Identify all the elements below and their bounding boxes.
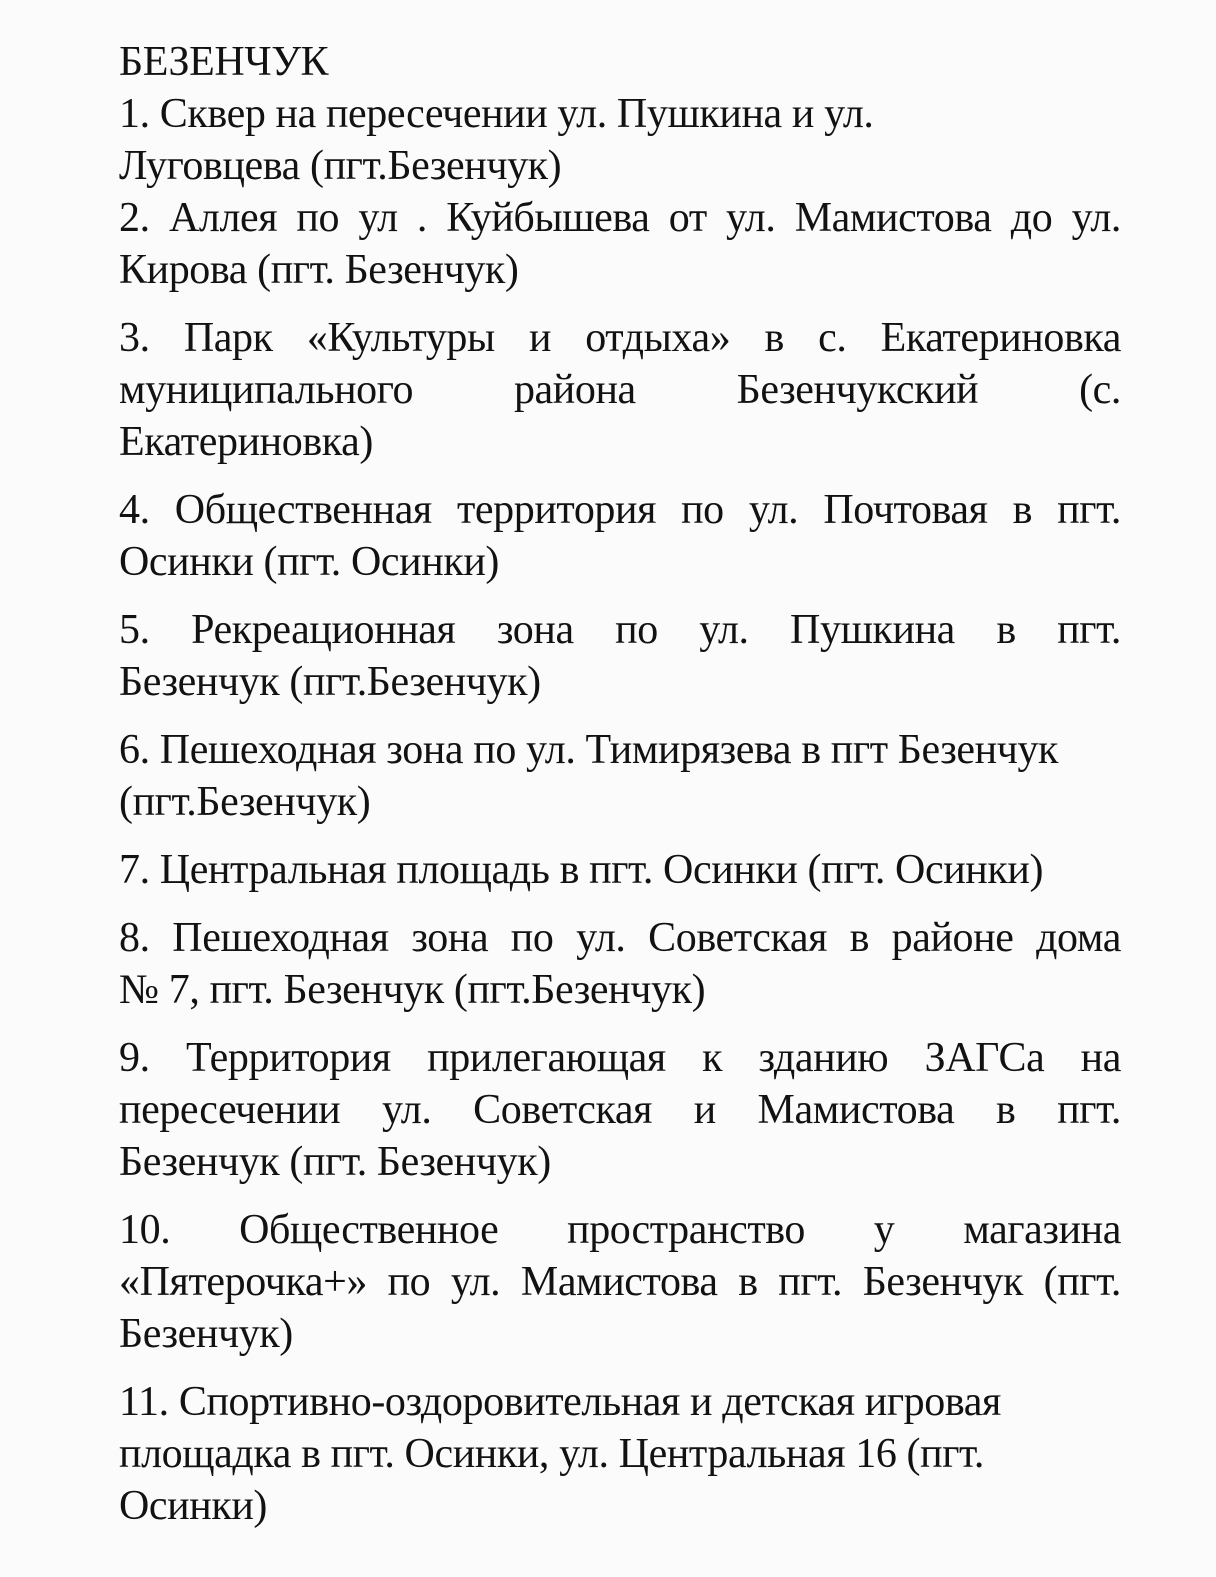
text-line: Луговцева (пгт.Безенчук) <box>119 143 562 189</box>
text-line: Кирова (пгт. Безенчук) <box>119 247 519 293</box>
text-line: «Пятерочка+» по ул. Мамистова в пгт. Безенчук (пгт. <box>119 1259 1121 1305</box>
list-item-10 <box>119 1204 1121 1360</box>
text-line: № 7, пгт. Безенчук (пгт.Безенчук) <box>119 967 706 1013</box>
text-line: 8. Пешеходная зона по ул. Советская в районе дома <box>119 915 1121 961</box>
list-item-11 <box>119 1376 1121 1532</box>
text-line: 10. Общественное пространство у магазина <box>119 1207 1121 1253</box>
text-line: 6. Пешеходная зона по ул. Тимирязева в пгт Безенчук <box>119 727 1059 773</box>
text-line: 7. Центральная площадь в пгт. Осинки (пгт. Осинки) <box>119 847 1044 893</box>
list-item-7 <box>119 844 1121 896</box>
list-item-1 <box>119 88 1121 192</box>
text-line: 4. Общественная территория по ул. Почтовая в пгт. <box>119 487 1121 533</box>
text-line: (пгт.Безенчук) <box>119 779 371 825</box>
text-line: площадка в пгт. Осинки, ул. Центральная 16 (пгт. <box>119 1431 984 1477</box>
location-list <box>119 88 1121 1532</box>
text-line: 2. Аллея по ул . Куйбышева от ул. Мамистова до ул. <box>119 195 1121 241</box>
text-line: 9. Территория прилегающая к зданию ЗАГСа на <box>119 1035 1121 1081</box>
text-line: 11. Спортивно-оздоровительная и детская игровая <box>119 1379 1001 1425</box>
text-line: 3. Парк «Культуры и отдыха» в с. Екатериновка <box>119 315 1121 361</box>
text-line: 1. Сквер на пересечении ул. Пушкина и ул. <box>119 91 874 137</box>
text-line: Екатериновка) <box>119 419 373 465</box>
text-line: 5. Рекреационная зона по ул. Пушкина в пгт. <box>119 607 1121 653</box>
list-item-8 <box>119 912 1121 1016</box>
text-line: Осинки) <box>119 1483 267 1529</box>
text-line: Безенчук) <box>119 1311 293 1357</box>
list-item-5 <box>119 604 1121 708</box>
text-line: муниципального района Безенчукский (с. <box>119 367 1121 413</box>
text-line: Безенчук (пгт. Безенчук) <box>119 1139 551 1185</box>
text-line: Безенчук (пгт.Безенчук) <box>119 659 541 705</box>
document-heading: БЕЗЕНЧУК <box>119 39 329 85</box>
list-item-2 <box>119 192 1121 296</box>
text-line: пересечении ул. Советская и Мамистова в пгт. <box>119 1087 1121 1133</box>
list-item-9 <box>119 1032 1121 1188</box>
list-item-4 <box>119 484 1121 588</box>
text-line: Осинки (пгт. Осинки) <box>119 539 499 585</box>
list-item-6 <box>119 724 1121 828</box>
list-item-3 <box>119 312 1121 468</box>
